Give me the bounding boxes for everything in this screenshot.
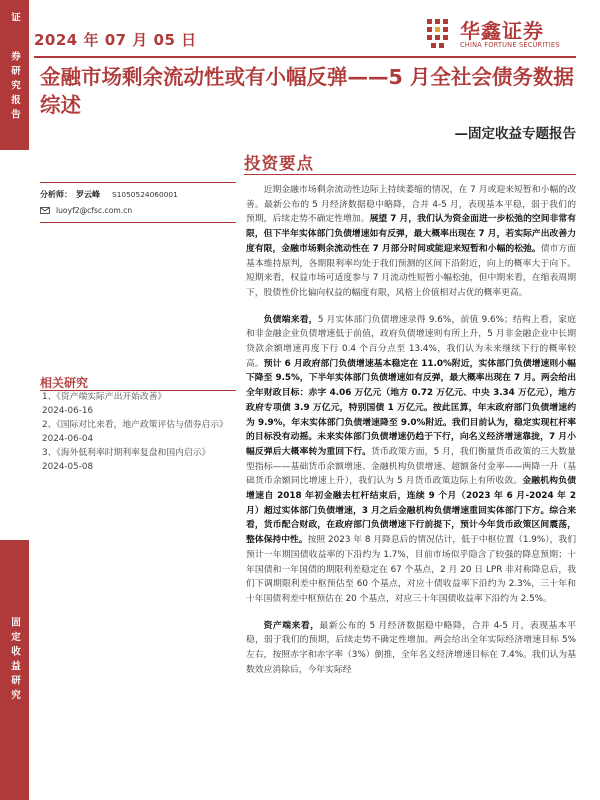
left-sidebar xyxy=(0,0,29,800)
analyst-email[interactable]: luoyf2@cfsc.com.cn xyxy=(56,205,133,215)
related-item[interactable] xyxy=(42,419,236,446)
analyst-label: 分析师： xyxy=(40,189,72,199)
body-emphasis-text: 资产端来看， xyxy=(263,620,320,631)
related-heading: 相关研究 xyxy=(40,376,89,390)
related-item-date: 2024-06-04 xyxy=(42,433,94,444)
sidebar-top-head: 证 xyxy=(9,11,20,27)
related-list xyxy=(42,391,236,476)
sidebar-bottom-label: 固定收益研究 xyxy=(9,616,20,704)
related-item[interactable] xyxy=(42,391,236,418)
section-rule xyxy=(244,174,576,175)
mail-icon xyxy=(40,207,50,214)
investment-highlights-body xyxy=(246,183,576,690)
analyst-email-row xyxy=(40,202,236,218)
body-text: 货币政策方面，5 月，我们衡量货币政策的三大数量型指标——基础货币余额增速、金融机构负债增速、超额备付金率——两降一升（基础货币余额同比增速上升），我们认为 5 月货币政策边际上有所收敛。 xyxy=(246,446,576,487)
body-text: 近期金融市场剩余流动性边际上持续萎缩的情况，在 7 月或迎来短暂和小幅的改善。最新公布的 5 月经济数据稳中略降，合并 4-5 月，表现基本平稳，弱于我们的预期，后续走势不确定性增加。 xyxy=(246,185,576,225)
logo-mark-icon xyxy=(424,16,452,50)
section-title: 投资要点 xyxy=(244,154,314,173)
body-text: 债市方面基本维持原判，各期限利率均处于我们预测的区间下沿附近，向上的概率大于向下。短期来看，权益市场可适度参与 7 月流动性短暂小幅松弛，但中期来看，在缩表周期下，股债性价比偏向权益的幅度有限，风格上价值相对占优的概率更高。 xyxy=(246,243,576,298)
related-item-title: 2、《国际对比来看，地产政策评估与债券启示》 xyxy=(42,420,228,431)
related-item[interactable] xyxy=(42,447,236,474)
analyst-bottom-rule xyxy=(40,222,236,223)
body-paragraph xyxy=(246,619,576,678)
sidebar-top-label: 券研究报告 xyxy=(9,51,20,124)
related-item-title: 1、《资产端实际产出开始改善》 xyxy=(42,392,167,402)
sidebar-bottom-band xyxy=(0,540,29,800)
body-emphasis-text: 负债端来看， xyxy=(263,314,318,325)
analyst-top-rule xyxy=(40,182,236,183)
body-paragraph xyxy=(246,313,576,607)
body-text: 按照 2023 年 8 月降息后的情况估计，低于中枢位置（1.9%），我们预计一年期国债收益率的下沿约为 1.7%，目前市场似乎隐含了较强的降息预期；十年国债和一年国债的期限利差稳定在 67 个基点，2 月 20 日 LPR 非对称降息后，我们下调期限利差中枢预估至 60 个基点，对应十债收益率下沿约为 2.3%，三十年和十年国债利差中枢预估在 20 个基点，对应三十年国债收益率下沿约为 2.5%。 xyxy=(246,535,576,604)
related-item-title: 3、《海外低利率时期利率复盘和国内启示》 xyxy=(42,448,211,459)
company-logo xyxy=(424,14,574,54)
related-item-date: 2024-06-16 xyxy=(42,405,94,416)
body-text: 最新公布的 5 月经济数据稳中略降，合并 4-5 月，表现基本平稳，弱于我们的预期，后续走势不确定性增加。两会给出全年实际经济增速目标 5%左右，按照赤字和赤字率（3%）倒推，全年名义经济增速目标在 7.4%。我们认为基数效应消除后，今年实际经 xyxy=(246,620,576,675)
body-emphasis-text: 预计 6 月政府部门负债增速基本稳定在 11.0%附近，实体部门负债增速则小幅下降至 9.5%，下半年实体部门负债增速如有反弹，最大概率出现在 7 月。两会给出全年财政目标：赤字 4.06 万亿元（地方 0.72 万亿元、中央 3.34 万亿元），地方政府专项债 3.9 万亿元，特别国债 1 万亿元。按此匡算，年末政府部门负债增速约为 9.9%，年末实体部门负债增速降至 9.0%附近。我们目前认为，稳定实现杠杆率的目标没有动摇。未来实体部门负债增速仍趋于下行，向名义经济增速靠拢，7 月小幅反弹后大概率转为重回下行。 xyxy=(246,358,577,457)
report-subtitle: —固定收益专题报告 xyxy=(454,126,576,142)
logo-english-name: CHINA FORTUNE SECURITIES xyxy=(460,41,560,49)
report-date: 2024 年 07 月 05 日 xyxy=(34,31,197,49)
body-emphasis-text: 展望 7 月，我们认为资金面进一步松弛的空间非常有限，但下半年实体部门负债增速如有反弹，最大概率出现在 7 月，若实际产出改善力度有限，金融市场剩余流动性在 7 月部分时间或能迎来短暂和小幅的松弛。 xyxy=(246,214,576,254)
body-emphasis-text: 金融机构负债增速自 2018 年初金融去杠杆结束后，连续 9 个月（2023 年 6 月-2024 年 2 月）超过实体部门负债增速，3 月之后金融机构负债增速重回实体部门下方。综合来看，货币配合财政，在政府部门负债增速下行前提下，预计今年货币政策区间震荡，整体保持中性。 xyxy=(246,476,576,546)
analyst-code: S1050524060001 xyxy=(112,189,178,199)
analyst-row xyxy=(40,186,236,202)
logo-chinese-name: 华鑫证券 xyxy=(460,19,544,43)
report-title: 金融市场剩余流动性或有小幅反弹——5 月全社会债务数据综述 xyxy=(40,65,574,117)
body-text: 5 月实体部门负债增速录得 9.6%，前值 9.6%；结构上看，家庭和非金融企业负债增速低于前值，政府负债增速则有所上升，5 月非金融企业中长期贷款余额增速再度下行 0.4 个百分点至 13.4%，我们认为未来继续下行的概率较高。 xyxy=(246,314,576,369)
header-rule xyxy=(34,56,576,58)
body-paragraph xyxy=(246,183,576,301)
sidebar-top-band xyxy=(0,0,29,150)
analyst-name: 罗云峰 xyxy=(76,189,100,199)
analyst-info xyxy=(40,186,236,218)
related-item-date: 2024-05-08 xyxy=(42,461,94,472)
